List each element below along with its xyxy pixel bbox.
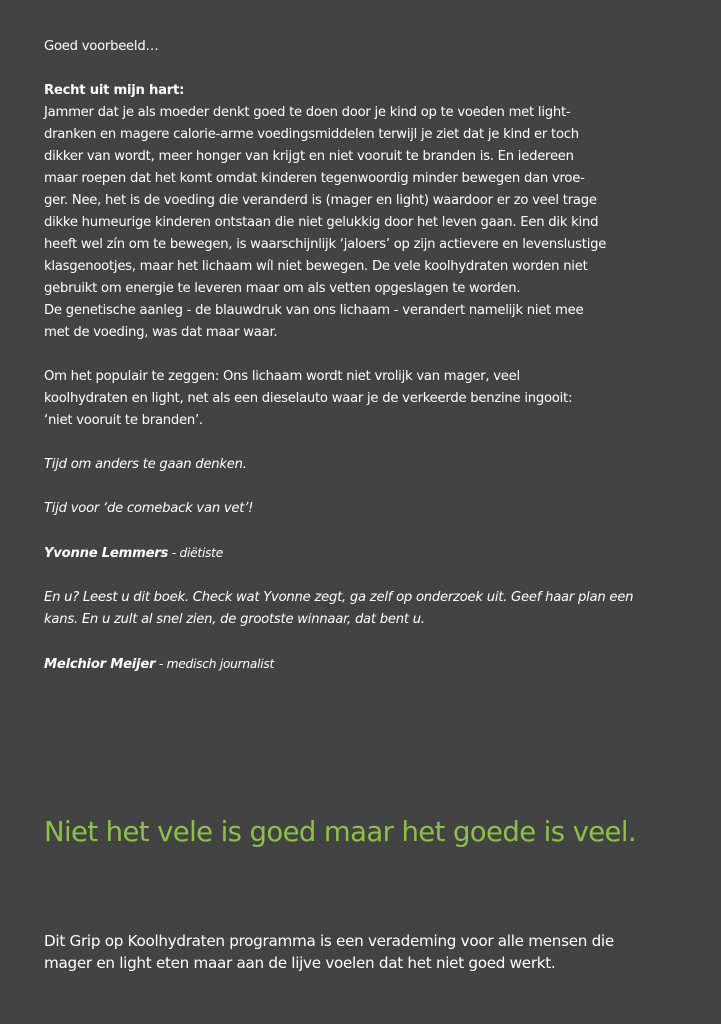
quote-line: kans. En u zult al snel zien, de grootste winnaar, dat bent u. [44,612,425,627]
signature-yvonne [44,542,677,565]
intro-text: Goed voorbeeld… [44,39,159,54]
section-line: klasgenootjes, maar het lichaam wíl niet bewegen. De vele koolhydraten worden niet [44,259,588,274]
heart-section [44,80,677,344]
section-line: ger. Nee, het is de voeding die veranderd is (mager en light) waardoor er zo veel trage [44,193,597,208]
section-line: De genetische aanleg - de blauwdruk van ons lichaam - verandert namelijk niet mee [44,303,584,318]
section-line: dranken en magere calorie-arme voedingsmiddelen terwijl je ziet dat je kind er toch [44,127,579,142]
section-line: maar roepen dat het komt omdat kinderen tegenwoordig minder bewegen dan vroe- [44,171,585,186]
signature-role: - medisch journalist [155,657,274,671]
signature-role: - diëtiste [168,546,223,560]
paragraph-line: koolhydraten en light, net als een dieselauto waar je de verkeerde benzine ingooit: [44,391,573,406]
italic-quote-comeback: Tijd voor ‘de comeback van vet’! [44,501,254,516]
italic-quote-rethink: Tijd om anders te gaan denken. [44,457,247,472]
paragraph-line: ‘niet vooruit te branden’. [44,413,203,428]
section-heading: Recht uit mijn hart: [44,83,185,98]
closing-statement [44,930,684,974]
closing-line: Dit Grip op Koolhydraten programma is een verademing voor alle mensen die [44,932,614,950]
signature-name: Yvonne Lemmers [44,546,169,561]
quote-line: En u? Leest u dit boek. Check wat Yvonne zegt, ga zelf op onderzoek uit. Geef haar plan een [44,590,634,605]
section-line: dikke humeurige kinderen ontstaan die niet gelukkig door het leven gaan. Een dik kind [44,215,599,230]
popular-paragraph [44,366,677,432]
closing-line: mager en light eten maar aan de lijve voelen dat het niet goed werkt. [44,954,556,972]
section-line: heeft wel zín om te bewegen, is waarschijnlijk ‘jaloers’ op zijn actievere en levenslustige [44,237,607,252]
slogan: Niet het vele is goed maar het goede is veel. [44,816,637,848]
section-line: Jammer dat je als moeder denkt goed te doen door je kind op te voeden met light- [44,105,571,120]
signature-name: Melchior Meijer [44,657,156,672]
section-line: dikker van wordt, meer honger van krijgt en niet vooruit te branden is. En iedereen [44,149,574,164]
signature-melchior [44,653,677,676]
italic-quote-reader [44,587,677,631]
section-line: gebruikt om energie te leveren maar om als vetten opgeslagen te worden. [44,281,521,296]
paragraph-line: Om het populair te zeggen: Ons lichaam wordt niet vrolijk van mager, veel [44,369,520,384]
section-line: met de voeding, was dat maar waar. [44,325,278,340]
